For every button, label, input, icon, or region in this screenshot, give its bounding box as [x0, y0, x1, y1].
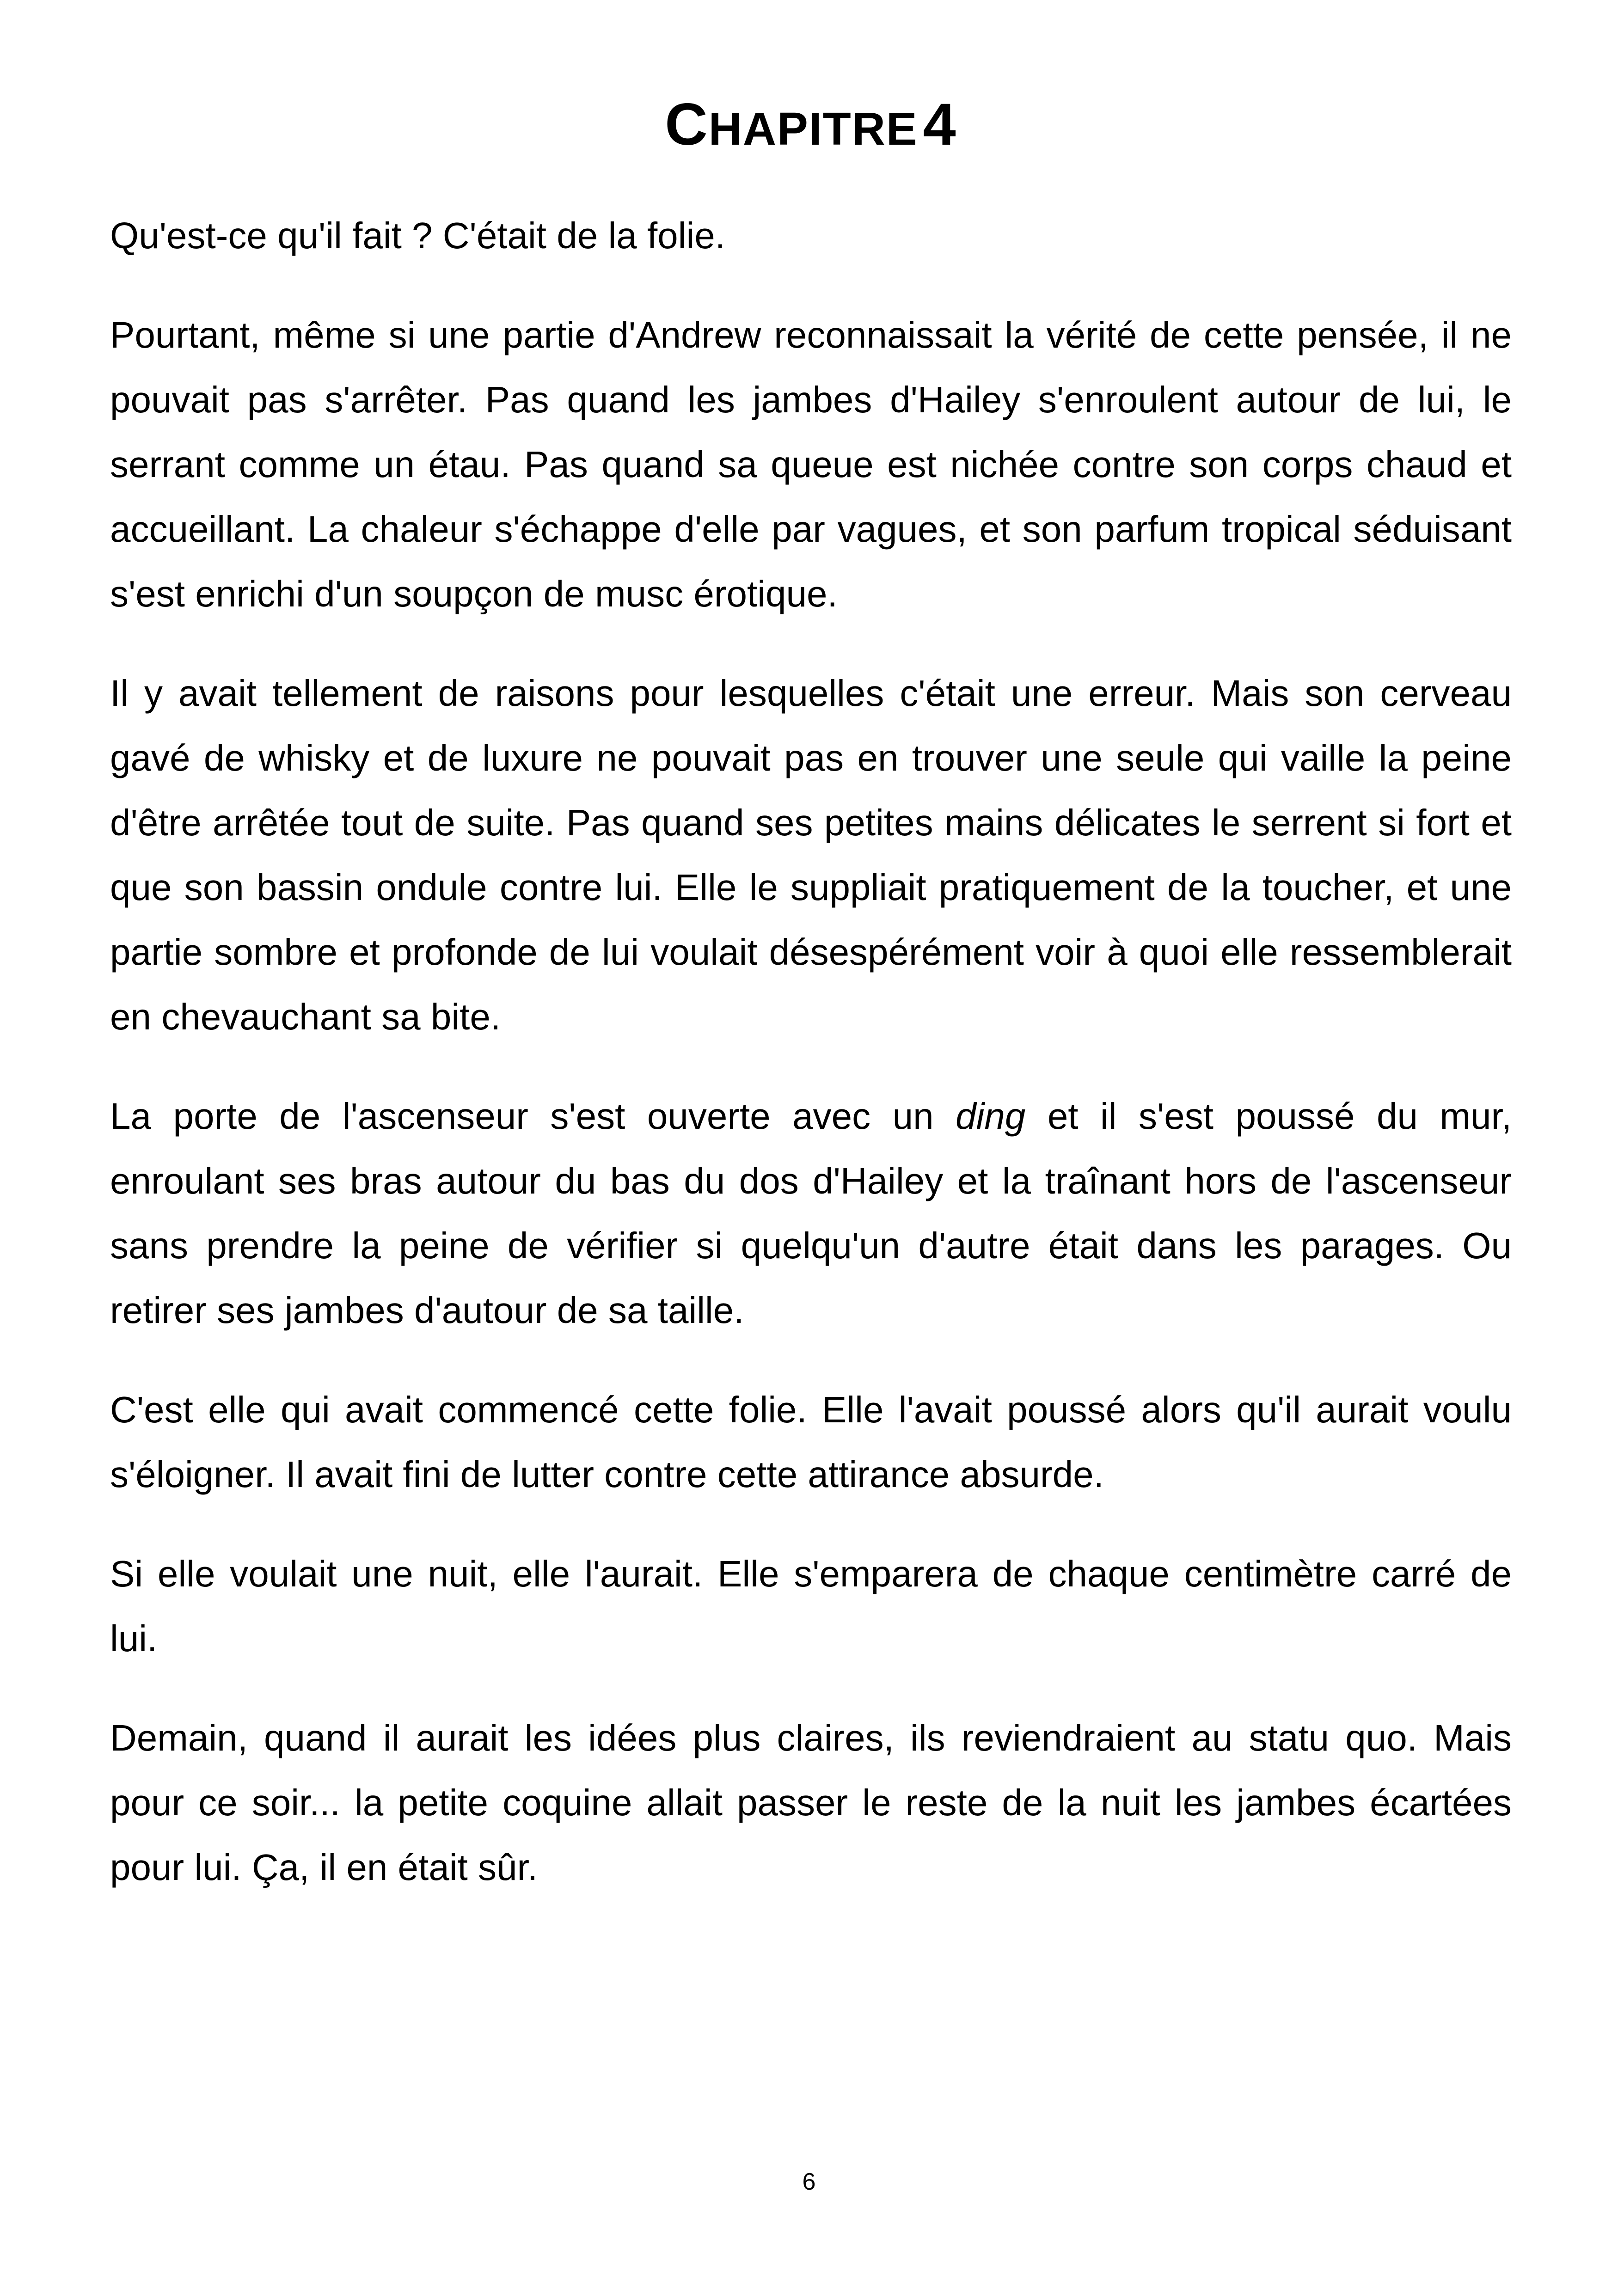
paragraph-6: Si elle voulait une nuit, elle l'aurait. Elle s'emparera de chaque centimètre carré de lui. [110, 1553, 1512, 1659]
paragraph-1: Qu'est-ce qu'il fait ? C'était de la folie. [110, 215, 725, 256]
paragraph-4-after: et il s'est poussé du mur, enroulant ses bras autour du bas du dos d'Hailey et la traînant hors de l'ascenseur sans prendre la peine de vérifier si quelqu'un d'autre était dans les parages. Ou retirer ses jambes d'autour de sa taille. [110, 1096, 1512, 1331]
chapter-title-rest: HAPITRE [708, 103, 918, 155]
chapter-title [110, 88, 1512, 177]
paragraph-4-emphasis: ding [956, 1096, 1026, 1137]
chapter-number: 4 [923, 92, 957, 158]
paragraph-7: Demain, quand il aurait les idées plus claires, ils reviendraient au statu quo. Mais pour ce soir... la petite coquine allait passer le reste de la nuit les jambes écartées pour lui. Ça, il en était sûr. [110, 1717, 1512, 1888]
page-number: 6 [802, 2168, 816, 2195]
chapter-title-initial: C [665, 92, 709, 158]
paragraph-5: C'est elle qui avait commencé cette folie. Elle l'avait poussé alors qu'il aurait voulu s'éloigner. Il avait fini de lutter contre cette attirance absurde. [110, 1389, 1512, 1495]
paragraph-4-before: La porte de l'ascenseur s'est ouverte avec un [110, 1096, 934, 1137]
paragraph-3: Il y avait tellement de raisons pour lesquelles c'était une erreur. Mais son cerveau gavé de whisky et de luxure ne pouvait pas en trouver une seule qui vaille la peine d'être arrêtée tout de suite. Pas quand ses petites mains délicates le serrent si fort et que son bassin ondule contre lui. Elle le suppliait pratiquement de la toucher, et une partie sombre et profonde de lui voulait désespérément voir à quoi elle ressemblerait en chevauchant sa bite. [110, 673, 1512, 1037]
paragraph-4 [110, 1084, 1512, 1343]
paragraph-2: Pourtant, même si une partie d'Andrew reconnaissait la vérité de cette pensée, il ne pouvait pas s'arrêter. Pas quand les jambes d'Hailey s'enroulent autour de lui, le serrant comme un étau. Pas quand sa queue est nichée contre son corps chaud et accueillant. La chaleur s'échappe d'elle par vagues, et son parfum tropical séduisant s'est enrichi d'un soupçon de musc érotique. [110, 314, 1512, 614]
